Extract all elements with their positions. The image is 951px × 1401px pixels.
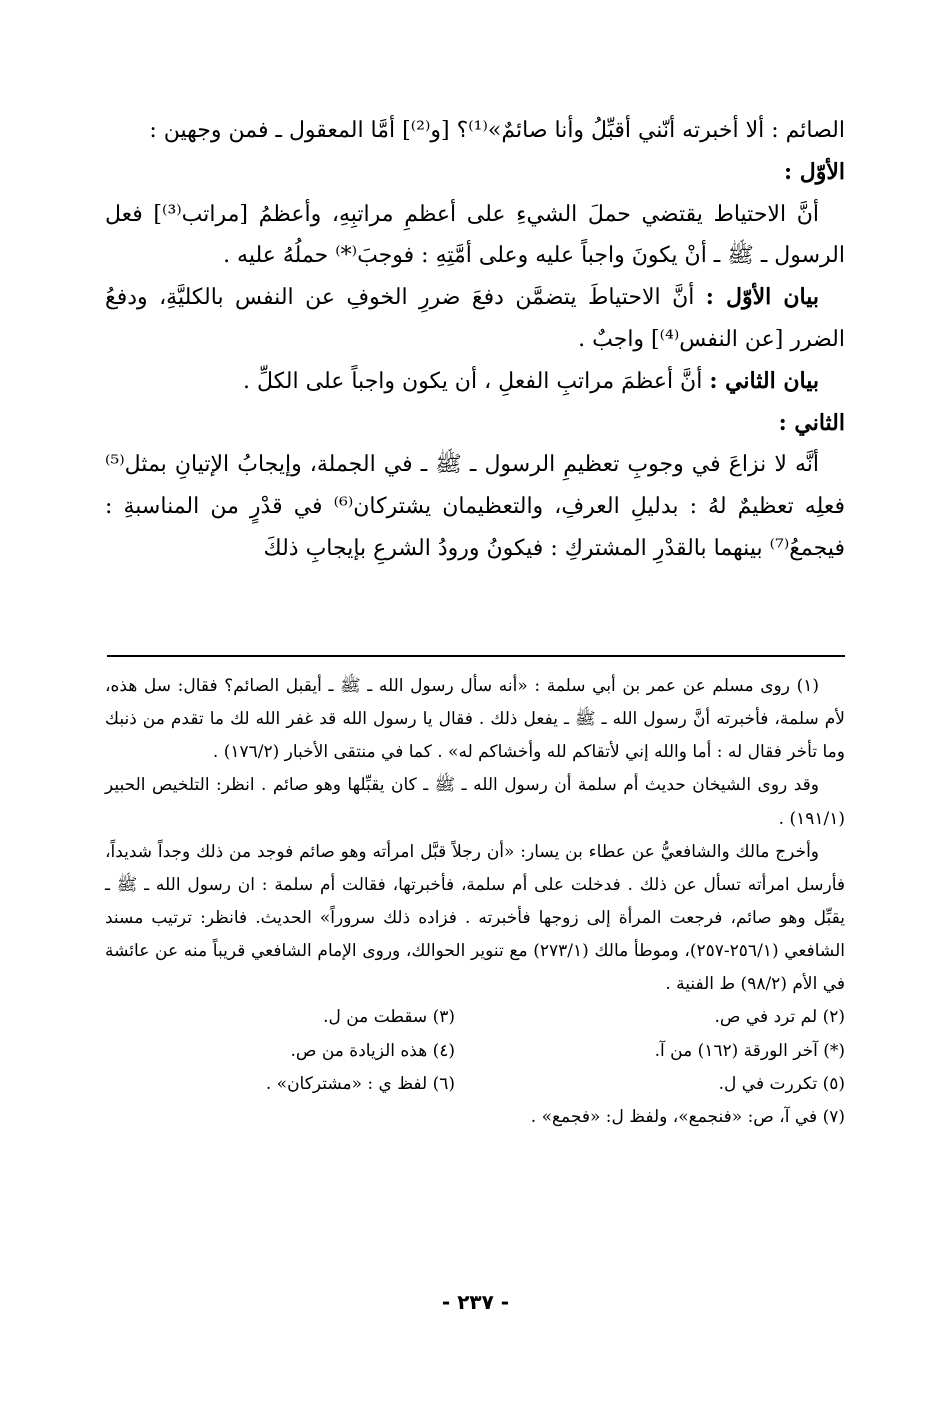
heading-first: الأوّل : — [783, 158, 845, 185]
footnote-6: (٦) لفظ ي : «مشتركان» . — [265, 1073, 455, 1094]
footnote-1-part-a: (١) روى مسلم عن عمر بن أبي سلمة : «أنه سأل رسول الله ـ ﷺ ـ أيقبل الصائم؟ فقال: سل هذه، لأم سلمة، فأخبرته أنَّ رسول الله ـ ﷺ ـ يفعل ذلك . فقال يا رسول الله قد غفر الله لك ما تقدم من ذنبك وما تأخر فقال له : أما والله إني لأتقاكم لله وأخشاكم له» . كما في منتقى الأخبار (١٧٦/٢) . — [105, 676, 845, 763]
footnote-1-part-b: وقد روى الشيخان حديث أم سلمة أن رسول الله ـ ﷺ ـ كان يقبِّلها وهو صائم . انظر: التلخيص الحبير (١٩١/١) . — [105, 775, 845, 829]
footnote-7: (٧) في آ، ص: «فنجمع»، ولفظ ل: «فجمع» . — [530, 1106, 845, 1127]
heading-second: الثاني : — [778, 409, 845, 436]
bayan-first-paragraph — [105, 277, 845, 361]
short-footnotes-grid — [105, 1001, 845, 1100]
bayan-first-label: بيان الأوّل : — [705, 284, 819, 311]
main-text — [105, 110, 845, 570]
bayan-first-text: أنَّ الاحتياطَ يتضمَّن دفعَ ضررِ الخوفِ عن النفس بالكليَّةِ، ودفعُ الضرر [عن النفس⁽⁴⁾] واجبٌ . — [105, 285, 845, 352]
footnote-star: (*) آخر الورقة (١٦٢) من آ. — [654, 1040, 845, 1061]
bayan-second-label: بيان الثاني : — [709, 367, 819, 394]
first-argument-paragraph: أنَّ الاحتياط يقتضي حملَ الشيءِ على أعظمِ مراتبِهِ، وأعظمُ [مراتب⁽³⁾] فعل الرسول ـ ﷺ ـ أنْ يكونَ واجباً عليه وعلى أمَّتِهِ : فوجبَ⁽*⁾ حملُهُ عليه . — [105, 201, 845, 269]
bayan-second-text: أنَّ أعظمَ مراتبِ الفعلِ ، أن يكون واجباً على الكلِّ . — [243, 368, 710, 394]
footnote-1-part-c: وأخرج مالك والشافعيُّ عن عطاء بن يسار: «أن رجلاً قبَّل امرأته وهو صائم فوجد من ذلك وجداً شديداً، فأرسل امرأته تسأل عن ذلك . فدخلت على أم سلمة، فأخبرتها، فقالت أم سلمة : ان رسول الله ـ ﷺ ـ يقبِّل وهو صائم، فرجعت المرأة إلى زوجها فأخبرته . فزاده ذلك سروراً» الحديث. فانظر: ترتيب مسند الشافعي (٢٥٦/١-٢٥٧)، وموطأ مالك (٢٧٣/١) مع تنوير الحوالك، وروى الإمام الشافعي قريباً منه عن عائشة في الأم (٩٨/٢) ط الفنية . — [105, 841, 845, 995]
bayan-second-paragraph — [105, 361, 845, 403]
footnote-5: (٥) تكررت في ل. — [718, 1073, 845, 1094]
footnotes — [105, 670, 845, 1134]
second-argument-paragraph: أنَّه لا نزاعَ في وجوبِ تعظيمِ الرسول ـ ﷺ ـ في الجملة، وإيجابُ الإتيانِ بمثل⁽⁵⁾ فعلِه تعظيمٌ لهُ : بدليلِ العرفِ، والتعظيمان يشتركان⁽⁶⁾ في قدْرٍ من المناسبةِ : فيجمعُ⁽⁷⁾ بينهما بالقدْرِ المشتركِ : فيكونُ ورودُ الشرعِ بإيجابِ ذلكَ — [105, 452, 845, 561]
footnote-divider — [107, 655, 845, 657]
footnote-2: (٢) لم ترد في ص. — [714, 1007, 845, 1028]
page-number: - ٢٣٧ - — [441, 1290, 510, 1314]
footnote-4: (٤) هذه الزيادة من ص. — [290, 1040, 455, 1061]
footnote-3: (٣) سقطت من ل. — [323, 1007, 455, 1028]
intro-paragraph: الصائم : ألا أخبرته أنّني أقبِّلُ وأنا صائمٌ»⁽¹⁾؟ [و⁽²⁾] أمَّا المعقول ـ فمن وجهين : — [149, 118, 845, 143]
